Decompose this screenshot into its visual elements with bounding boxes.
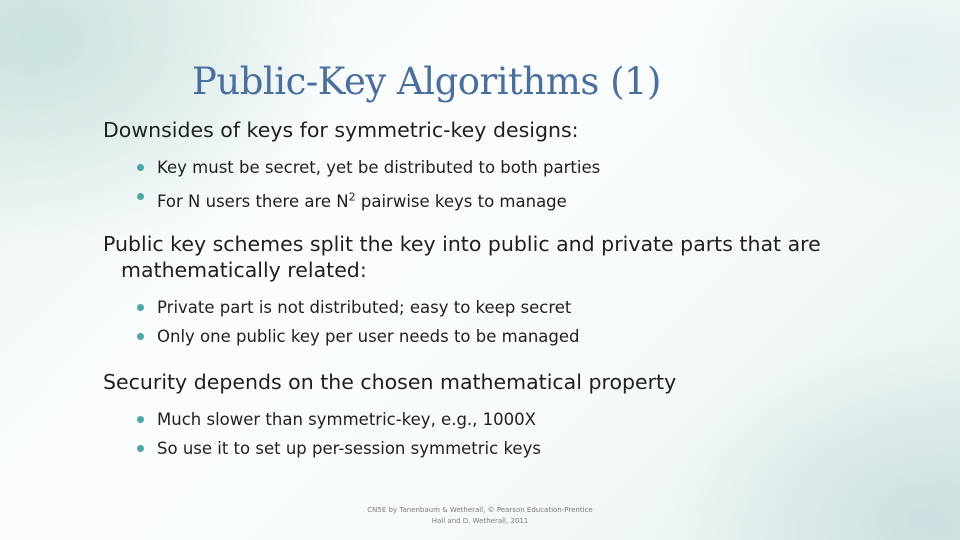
bullet-text: Key must be secret, yet be distributed to both parties (157, 158, 601, 177)
slide-title: Public-Key Algorithms (1) (192, 60, 661, 103)
bullet-icon (137, 445, 144, 452)
list-item (137, 405, 863, 434)
bullet-icon (137, 193, 144, 200)
footer-copyright (355, 505, 605, 527)
section-symmetric-downsides (103, 117, 863, 216)
bullet-icon (137, 416, 144, 423)
bullet-text: Private part is not distributed; easy to keep secret (157, 298, 572, 317)
list-item (137, 293, 863, 322)
bullet-list (103, 153, 863, 216)
section-heading: Public key schemes split the key into public and private parts that are mathematically related: (103, 232, 821, 282)
bullet-text: Only one public key per user needs to be managed (157, 327, 580, 346)
bullet-icon (137, 164, 144, 171)
superscript-exponent: 2 (348, 190, 356, 203)
bullet-list (103, 293, 863, 351)
bullet-text: For N users there are $N^2$ pairwise keys to manage (157, 190, 567, 211)
bullet-list (103, 405, 863, 463)
section-heading: Downsides of keys for symmetric-key designs: (103, 118, 579, 142)
bullet-icon (137, 304, 144, 311)
bullet-text: So use it to set up per-session symmetric keys (157, 439, 541, 458)
list-item (137, 322, 863, 351)
bullet-text: Much slower than symmetric-key, e.g., 1000X (157, 410, 536, 429)
section-public-key-schemes (103, 231, 863, 351)
section-heading: Security depends on the chosen mathematical property (103, 370, 677, 394)
footer-line: Hall and D. Wetherall, 2011 (431, 517, 529, 525)
list-item (137, 182, 863, 216)
list-item (137, 434, 863, 463)
footer-line: CN5E by Tanenbaum & Wetherall, © Pearson Education-Prentice (367, 506, 593, 514)
section-security (103, 369, 863, 463)
bullet-icon (137, 333, 144, 340)
list-item (137, 153, 863, 182)
